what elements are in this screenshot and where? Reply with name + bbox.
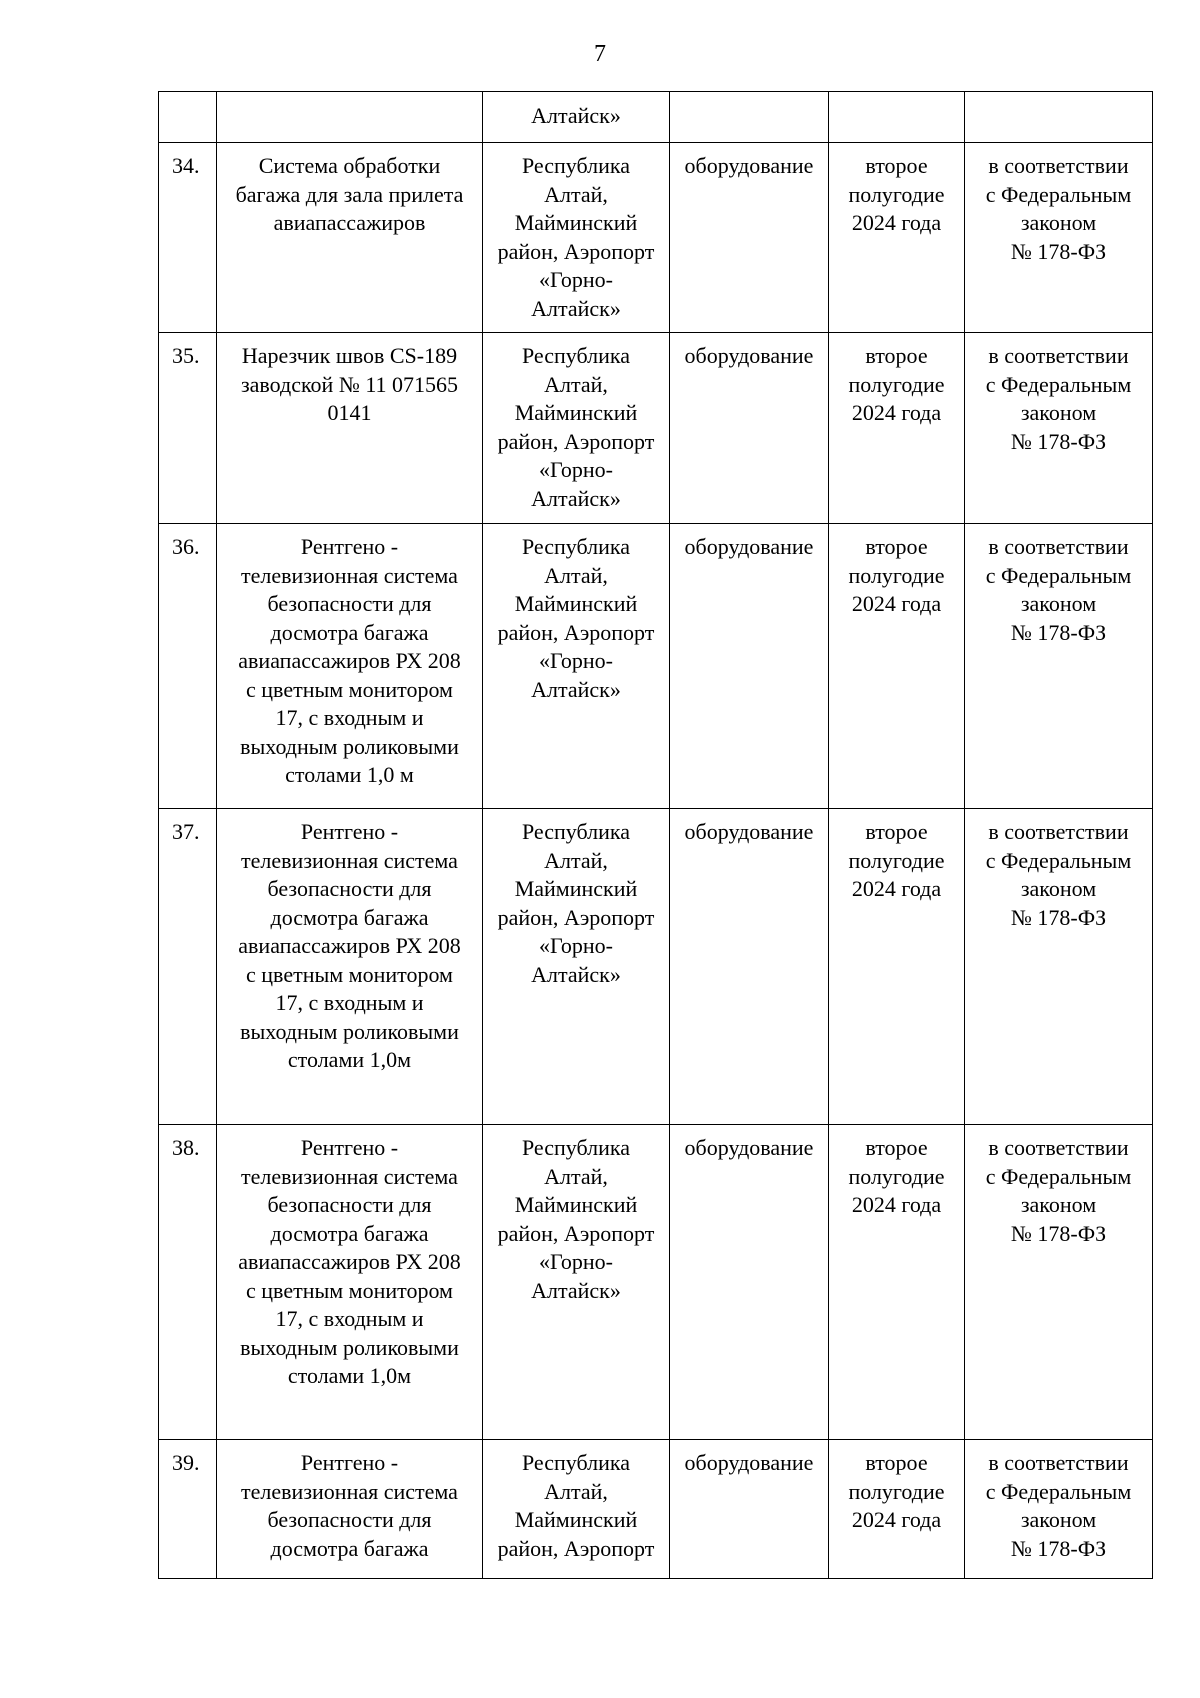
equipment-table [158, 91, 1153, 1579]
period-text: второе полугодие 2024 года [848, 343, 945, 425]
cell-period [829, 809, 965, 1125]
cell-type [670, 1125, 829, 1440]
location-text: Алтайск» [531, 103, 621, 128]
cell-number [159, 1440, 217, 1579]
cell-basis [965, 333, 1153, 524]
continuation-row [159, 92, 1153, 143]
location-text: Республика Алтай, Майминский район, Аэропорт «Горно- Алтайск» [497, 343, 655, 511]
equipment-name: Рентгено - телевизионная система безопасности для досмотра багажа авиапассажиров РХ 208 с цветным монитором 17, с входным и выходным роликовыми столами 1,0м [238, 1135, 461, 1388]
row-number: 34. [172, 153, 200, 178]
cell-name [217, 92, 483, 143]
period-text: второе полугодие 2024 года [848, 534, 945, 616]
cell-number [159, 809, 217, 1125]
asset-type: оборудование [684, 1450, 814, 1475]
legal-basis: в соответствии с Федеральным законом № 178-ФЗ [985, 819, 1132, 930]
location-text: Республика Алтай, Майминский район, Аэропорт «Горно- Алтайск» [497, 153, 655, 321]
cell-number [159, 92, 217, 143]
legal-basis: в соответствии с Федеральным законом № 178-ФЗ [985, 534, 1132, 645]
period-text: второе полугодие 2024 года [848, 1450, 945, 1532]
cell-number [159, 333, 217, 524]
asset-type: оборудование [684, 153, 814, 178]
cell-basis [965, 143, 1153, 333]
cell-location [483, 524, 670, 809]
cell-location [483, 333, 670, 524]
row-number: 35. [172, 343, 200, 368]
cell-type [670, 809, 829, 1125]
table-row [159, 143, 1153, 333]
cell-type [670, 333, 829, 524]
table-row [159, 1440, 1153, 1579]
cell-period [829, 1125, 965, 1440]
legal-basis: в соответствии с Федеральным законом № 178-ФЗ [985, 343, 1132, 454]
cell-basis [965, 1125, 1153, 1440]
cell-type [670, 524, 829, 809]
page-number: 7 [594, 41, 606, 67]
legal-basis: в соответствии с Федеральным законом № 178-ФЗ [985, 153, 1132, 264]
cell-period [829, 1440, 965, 1579]
table-row [159, 809, 1153, 1125]
cell-name [217, 1125, 483, 1440]
table-row [159, 1125, 1153, 1440]
cell-number [159, 143, 217, 333]
legal-basis: в соответствии с Федеральным законом № 178-ФЗ [985, 1450, 1132, 1561]
cell-basis [965, 524, 1153, 809]
cell-name [217, 143, 483, 333]
cell-period [829, 333, 965, 524]
row-number: 38. [172, 1135, 200, 1160]
equipment-name: Рентгено - телевизионная система безопасности для досмотра багажа авиапассажиров РХ 208 с цветным монитором 17, с входным и выходным роликовыми столами 1,0м [238, 819, 461, 1072]
asset-type: оборудование [684, 819, 814, 844]
cell-location [483, 1125, 670, 1440]
equipment-name: Система обработки багажа для зала прилета авиапассажиров [235, 153, 464, 235]
cell-location [483, 1440, 670, 1579]
cell-location [483, 143, 670, 333]
location-text: Республика Алтай, Майминский район, Аэропорт «Горно- Алтайск» [497, 1135, 655, 1303]
cell-name [217, 333, 483, 524]
asset-type: оборудование [684, 343, 814, 368]
period-text: второе полугодие 2024 года [848, 1135, 945, 1217]
cell-name [217, 809, 483, 1125]
equipment-name: Рентгено - телевизионная система безопасности для досмотра багажа [241, 1450, 458, 1561]
location-text: Республика Алтай, Майминский район, Аэропорт «Горно- Алтайск» [497, 534, 655, 702]
cell-basis [965, 809, 1153, 1125]
asset-type: оборудование [684, 1135, 814, 1160]
cell-type [670, 1440, 829, 1579]
cell-name [217, 524, 483, 809]
cell-type [670, 143, 829, 333]
cell-location [483, 92, 670, 143]
row-number: 39. [172, 1450, 200, 1475]
equipment-name: Нарезчик швов CS-189 заводской № 11 071565 0141 [240, 343, 459, 425]
row-number: 36. [172, 534, 200, 559]
location-text: Республика Алтай, Майминский район, Аэропорт «Горно- Алтайск» [497, 819, 655, 987]
period-text: второе полугодие 2024 года [848, 819, 945, 901]
cell-location [483, 809, 670, 1125]
row-number: 37. [172, 819, 200, 844]
cell-number [159, 1125, 217, 1440]
cell-basis [965, 1440, 1153, 1579]
cell-basis [965, 92, 1153, 143]
location-text: Республика Алтай, Майминский район, Аэропорт [497, 1450, 655, 1561]
cell-period [829, 143, 965, 333]
table-row [159, 333, 1153, 524]
cell-name [217, 1440, 483, 1579]
cell-type [670, 92, 829, 143]
table-row [159, 524, 1153, 809]
cell-period [829, 92, 965, 143]
cell-period [829, 524, 965, 809]
cell-number [159, 524, 217, 809]
period-text: второе полугодие 2024 года [848, 153, 945, 235]
equipment-name: Рентгено - телевизионная система безопасности для досмотра багажа авиапассажиров РХ 208 с цветным монитором 17, с входным и выходным роликовыми столами 1,0 м [238, 534, 461, 787]
asset-type: оборудование [684, 534, 814, 559]
legal-basis: в соответствии с Федеральным законом № 178-ФЗ [985, 1135, 1132, 1246]
